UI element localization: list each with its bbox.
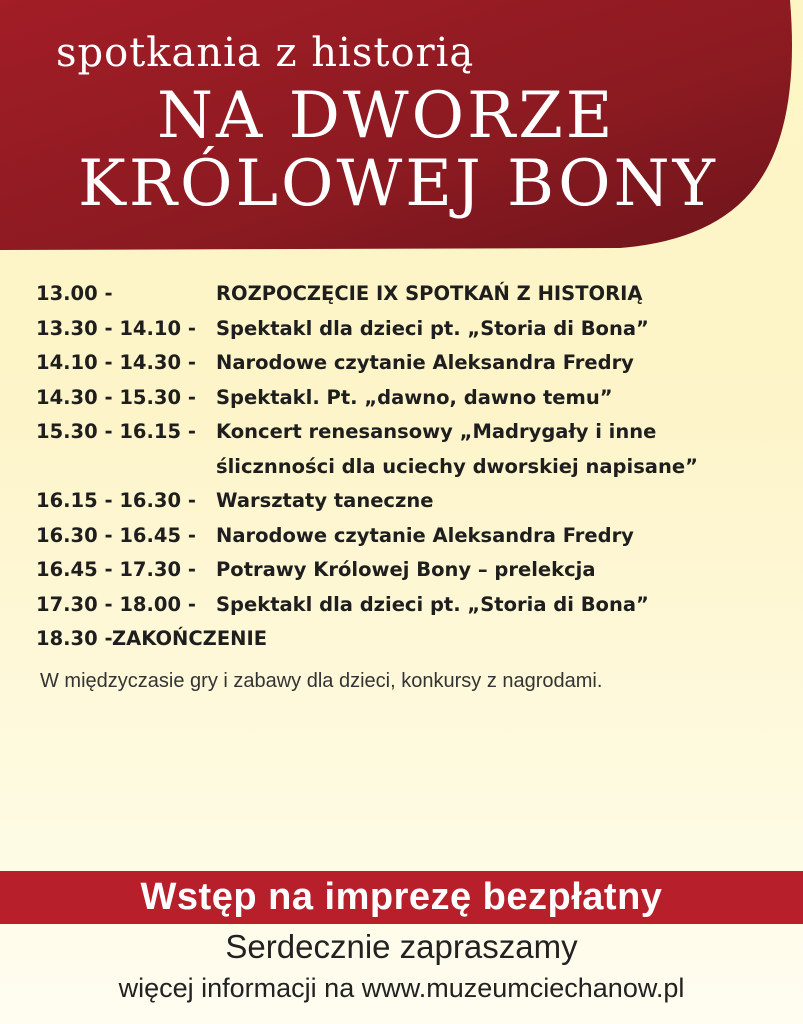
schedule-item: [36, 622, 776, 657]
schedule-time: 16.15 - 16.30 -: [36, 489, 196, 512]
schedule-item: [36, 553, 776, 588]
schedule-item: [36, 381, 776, 416]
schedule-event: Potrawy Królowej Bony – prelekcja: [216, 558, 596, 581]
schedule-list: [36, 277, 776, 657]
schedule-time: 15.30 - 16.15 -: [36, 420, 196, 443]
schedule-time: 16.45 - 17.30 -: [36, 558, 196, 581]
schedule-item-continuation: [36, 450, 776, 485]
schedule-time: 14.10 - 14.30 -: [36, 351, 196, 374]
schedule-event: Narodowe czytanie Aleksandra Fredry: [216, 523, 634, 547]
schedule-event: Spektakl dla dzieci pt. „Storia di Bona”: [216, 316, 649, 340]
event-title-line-1: NA DWORZE: [157, 79, 616, 153]
schedule-event: ślicznności dla uciechy dworskiej napisane”: [216, 454, 698, 478]
schedule-event: Spektakl. Pt. „dawno, dawno temu”: [216, 385, 613, 409]
schedule-event: Warsztaty taneczne: [216, 489, 434, 512]
schedule-item: [36, 312, 776, 347]
schedule-time: 13.00 -: [36, 282, 113, 305]
event-subtitle: spotkania z historią: [56, 30, 475, 76]
schedule-time: 13.30 - 14.10 -: [36, 316, 196, 340]
schedule-event: ZAKOŃCZENIE: [112, 627, 268, 650]
free-entry-banner: [0, 871, 803, 924]
schedule-item: [36, 415, 776, 450]
free-entry-text: Wstęp na imprezę bezpłatny: [140, 876, 663, 918]
schedule-time: 17.30 - 18.00 -: [36, 592, 196, 616]
schedule-item: [36, 588, 776, 623]
schedule-item: [36, 277, 776, 312]
schedule-time: 16.30 - 16.45 -: [36, 523, 196, 547]
event-title-line-2: KRÓLOWEJ BONY: [78, 147, 718, 221]
header-banner: [0, 0, 803, 255]
more-info-text: więcej informacji na www.muzeumciechanow.pl: [118, 973, 685, 1003]
activities-note: W międzyczasie gry i zabawy dla dzieci, konkursy z nagrodami.: [40, 670, 603, 692]
schedule-event: Koncert renesansowy „Madrygały i inne: [216, 420, 657, 443]
schedule-time: 18.30 -: [36, 627, 113, 650]
schedule-item: [36, 346, 776, 381]
schedule-item: [36, 519, 776, 554]
schedule-event: Narodowe czytanie Aleksandra Fredry: [216, 351, 634, 374]
schedule-item: [36, 484, 776, 519]
schedule-time: 14.30 - 15.30 -: [36, 385, 196, 409]
invitation-text: Serdecznie zapraszamy: [225, 928, 578, 965]
schedule-event: ROZPOCZĘCIE IX SPOTKAŃ Z HISTORIĄ: [216, 282, 643, 305]
schedule-event: Spektakl dla dzieci pt. „Storia di Bona”: [216, 592, 649, 616]
